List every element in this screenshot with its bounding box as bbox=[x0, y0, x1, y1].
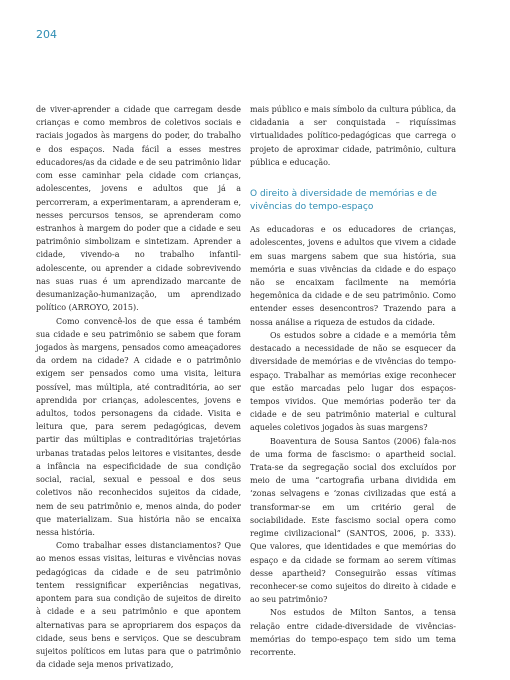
left-paragraph-1: de viver-aprender a cidade que carregam desde crianças e como membros de coletivos sociais e raciais jogados às margens do poder, do trabalho e dos espaços. Nada fácil a esses mestres educadores/as da cidade e de seu patrimônio lidar com esse caminhar pela cidade com crianças, adolescentes, jovens e adultos que já a percorreram, a experimentaram, a aprenderam e, nesses percursos tensos, se aprenderam como estranhos à margem do poder que a cidade e seu patrimônio simbolizam e sintetizam. Aprender a cidade, vivendo-a no trabalho infantil-adolescente, ou aprender a cidade sobrevivendo nas suas ruas é um aprendizado marcante de desumanização-humanização, um aprendizado político (ARROYO, 2015). bbox=[36, 105, 241, 313]
section-heading: O direito à diversidade de memórias e de vivências do tempo-espaço bbox=[250, 189, 437, 213]
right-paragraph-2: Os estudos sobre a cidade e a memória têm destacado a necessidade de não se esquecer da diversidade de memórias e de vivências do tempo-espaço. Trabalhar as memórias exige reconhecer que estão marcadas pelo lugar dos espaços-tempos vividos. Que memórias poderão ter da cidade e de seu patrimônio material e cultural aqueles coletivos jogados às suas margens? bbox=[250, 330, 456, 433]
right-paragraph-4: Nos estudos de Milton Santos, a tensa relação entre cidade-diversidade de vivências-memórias do tempo-espaço tem sido um tema recorrente. bbox=[250, 608, 456, 658]
right-paragraph-3: Boaventura de Sousa Santos (2006) fala-nos de uma forma de fascismo: o apartheid social. Trata-se da segregação social dos excluídos por meio de uma “cartografia urbana dividida em ‘zonas selvagens e ‘zonas civilizadas que está a transformar-se em um critério geral de sociabilidade. Este fascismo social opera como regime civilizacional” (SANTOS, 2006, p. 333). Que valores, que identidades e que memórias do espaço e da cidade se formam ao serem vítimas desse apartheid? Conseguirão essas vítimas reconhecer-se como sujeitos do direito à cidade e ao seu patrimônio? bbox=[250, 436, 456, 605]
left-paragraph-3: Como trabalhar esses distanciamentos? Que ao menos essas visitas, leituras e vivências novas pedagógicas da cidade e de seu patrimônio tentem ressignificar experiências negativas, apontem para sua condição de sujeitos de direito à cidade e a seu patrimônio e que apontem alternativas para se apropriarem dos espaços da cidade, seus bens e serviços. Que se descubram sujeitos políticos em lutas para que o patrimônio da cidade seja menos privatizado, bbox=[36, 541, 241, 670]
right-paragraph-1: As educadoras e os educadores de crianças, adolescentes, jovens e adultos que vivem a cidade em suas margens sabem que sua história, sua memória e suas vivências da cidade e do espaço não se encaixam facilmente na memória hegemônica da cidade e de seu patrimônio. Como entender esses desencontros? Trazendo para a nossa análise a riqueza de estudos da cidade. bbox=[250, 225, 456, 327]
left-column bbox=[36, 103, 241, 671]
page-number: 204 bbox=[36, 28, 57, 41]
right-intro-paragraph: mais público e mais símbolo da cultura pública, da cidadania a ser conquistada – riquíssimas virtualidades político-pedagógicas que carrega o projeto de aproximar cidade, patrimônio, cultura pública e educação. bbox=[250, 105, 456, 167]
right-column bbox=[250, 103, 456, 659]
left-paragraph-2: Como convencê-los de que essa é também sua cidade e seu patrimônio se sabem que foram jogados às margens, pensados como ameaçadores da ordem na cidade? A cidade e o patrimônio exigem ser pensados como uma visita, leitura possível, mas múltipla, até contraditória, ao ser aprendida por crianças, adolescentes, jovens e adultos, todos personagens da cidade. Visita e leitura que, para serem pedagógicas, devem partir das múltiplas e contraditórias trajetórias urbanas tratadas pelos leitores e visitantes, desde a infância na especificidade de sua condição social, racial, sexual e pessoal e dos seus coletivos não reconhecidos sujeitos da cidade, nem de seu patrimônio e, menos ainda, do poder que materializam. Sua história não se encaixa nessa história. bbox=[36, 316, 241, 537]
